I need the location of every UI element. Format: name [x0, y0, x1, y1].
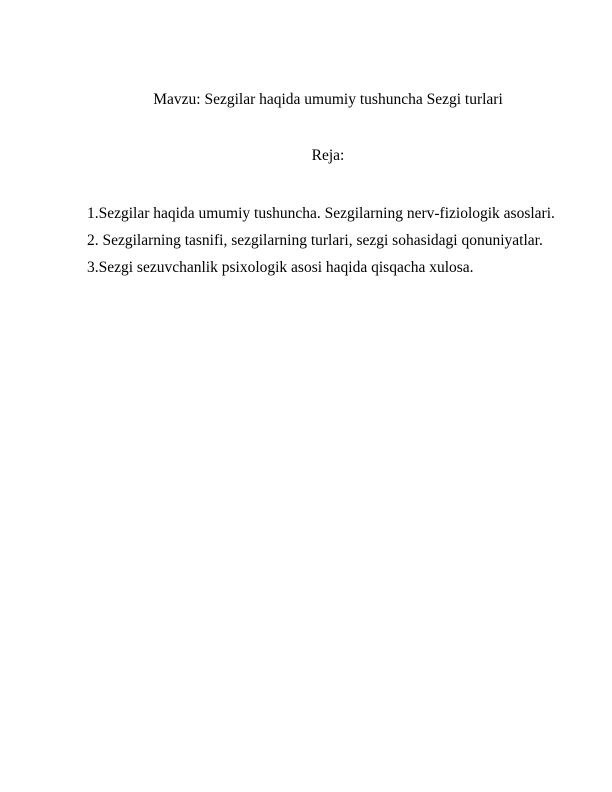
plan-list [87, 200, 555, 281]
document-title: Mavzu: Sezgilar haqida umumiy tushuncha Sezgi turlari [153, 91, 503, 108]
plan-heading: Reja: [311, 147, 345, 164]
plan-item-2: 2. Sezgilarning tasnifi, sezgilarning turlari, sezgi sohasidagi qonuniyatlar. [87, 232, 543, 249]
plan-item-1: 1.Sezgilar haqida umumiy tushuncha. Sezgilarning nerv-fiziologik asoslari. [87, 205, 555, 222]
plan-item-3: 3.Sezgi sezuvchanlik psixologik asosi haqida qisqacha xulosa. [87, 259, 474, 276]
